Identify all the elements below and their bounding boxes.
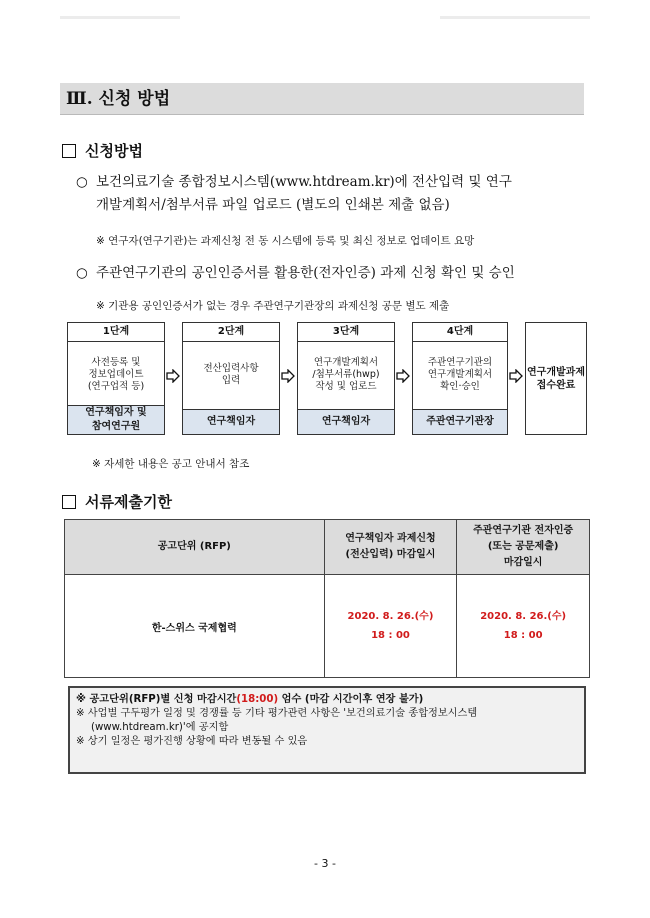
deadline-time: 18 : 00 <box>503 630 543 641</box>
notice-line-1 <box>76 693 578 707</box>
step-1-head: 1단계 <box>68 323 164 342</box>
step-3-head: 3단계 <box>298 323 394 342</box>
col-line: (또는 공문제출) <box>487 541 559 552</box>
step-3-body <box>298 342 394 408</box>
step-1-body-line: (연구업적 등) <box>87 381 145 392</box>
step-1-body-line: 사전등록 및 <box>91 357 141 368</box>
step-2-body-line: 전산입력사항 <box>203 363 259 374</box>
checkbox-icon <box>62 495 76 509</box>
step-1-foot-line: 참여연구원 <box>91 421 141 432</box>
apply-note-2: ※ 기관용 공인인증서가 없는 경우 주관연구기관장의 과제신청 공문 별도 제출 <box>96 300 450 312</box>
step-3-box <box>297 322 395 435</box>
bullet-1-line-2: 개발계획서/첨부서류 파일 업로드 (별도의 인쇄본 제출 없음) <box>96 197 450 213</box>
deadline-date: 2020. 8. 26.(수) <box>347 611 434 622</box>
step-3-foot: 연구책임자 <box>298 409 394 434</box>
notice-line-2: ※ 사업별 구두평가 일정 및 경쟁률 등 기타 평가관련 사항은 '보건의료기술 종합정보시스템 <box>76 708 478 719</box>
step-4-box <box>412 322 508 435</box>
final-step-line: 연구개발과제 <box>527 366 585 378</box>
col-line: (전산입력) 마감일시 <box>345 549 436 560</box>
notice-time-highlight: (18:00) <box>236 694 279 705</box>
researcher-deadline-cell <box>324 575 457 678</box>
circle-bullet-icon: ○ <box>76 265 88 281</box>
notice-box <box>68 686 586 774</box>
step-2-body <box>183 342 279 408</box>
step-3-body-line: 연구개발계획서 <box>313 357 379 368</box>
deadline-time: 18 : 00 <box>371 630 410 641</box>
step-1-foot-line: 연구책임자 및 <box>85 407 147 418</box>
page-number: - 3 - <box>314 857 336 870</box>
col-line: 마감일시 <box>503 557 543 568</box>
step-1-body-line: 정보업데이트 <box>88 369 144 380</box>
header-faint-text <box>60 14 590 22</box>
apply-note-1: ※ 연구자(연구기관)는 과제신청 전 동 시스템에 등록 및 최신 정보로 업데이트 요망 <box>96 235 475 247</box>
step-4-body-line: 연구개발계획서 <box>427 369 493 380</box>
col-institution-deadline <box>457 520 590 575</box>
apply-bullet-2 <box>76 262 515 285</box>
step-3-body-line: 작성 및 업로드 <box>315 381 377 392</box>
table-row <box>65 575 590 678</box>
apply-heading-text: 신청방법 <box>85 142 143 160</box>
section-title: Ⅲ. 신청 방법 <box>60 83 584 115</box>
institution-deadline-cell <box>457 575 590 678</box>
step-2-head: 2단계 <box>183 323 279 342</box>
step-4-body <box>413 342 507 408</box>
arrow-right-icon <box>509 369 523 383</box>
notice-text: 엄수 (마감 시간이후 연장 불가) <box>278 694 424 705</box>
final-step-box <box>525 322 587 435</box>
step-2-foot: 연구책임자 <box>183 409 279 434</box>
notice-line-3: (www.htdream.kr)'에 공지함 <box>91 722 229 733</box>
deadline-date: 2020. 8. 26.(수) <box>480 611 567 622</box>
bullet-1-line-1: 보건의료기술 종합정보시스템(www.htdream.kr)에 전산입력 및 연구 <box>96 174 512 190</box>
circle-bullet-icon: ○ <box>76 174 88 190</box>
notice-line-4: ※ 상기 일정은 평가진행 상황에 따라 변동될 수 있음 <box>76 736 308 747</box>
step-1-body <box>68 342 164 408</box>
step-4-body-line: 주관연구기관의 <box>427 357 493 368</box>
step-1-foot <box>68 405 164 434</box>
notice-text: ※ 공고단위(RFP)별 신청 마감시간 <box>76 694 237 705</box>
deadline-heading <box>62 491 172 512</box>
deadline-table <box>64 519 590 678</box>
step-2-box <box>182 322 280 435</box>
apply-heading <box>62 140 143 161</box>
arrow-right-icon <box>396 369 410 383</box>
deadline-heading-text: 서류제출기한 <box>85 493 172 511</box>
arrow-right-icon <box>166 369 180 383</box>
col-line: 연구책임자 과제신청 <box>345 533 436 544</box>
col-researcher-deadline <box>324 520 457 575</box>
arrow-right-icon <box>281 369 295 383</box>
rfp-name: 한-스위스 국제협력 <box>65 575 325 678</box>
step-4-head: 4단계 <box>413 323 507 342</box>
step-4-body-line: 확인·승인 <box>440 381 480 392</box>
apply-bullet-1 <box>76 171 512 217</box>
step-4-foot: 주관연구기관장 <box>413 409 507 434</box>
flow-note: ※ 자세한 내용은 공고 안내서 참조 <box>92 458 250 470</box>
step-3-body-line: /첨부서류(hwp) <box>312 369 380 380</box>
final-step-line: 접수완료 <box>536 379 576 391</box>
step-1-box <box>67 322 165 435</box>
step-2-body-line: 입력 <box>221 375 241 386</box>
checkbox-icon <box>62 144 76 158</box>
table-header-row <box>65 520 590 575</box>
col-rfp: 공고단위 (RFP) <box>65 520 325 575</box>
bullet-2-line-1: 주관연구기관의 공인인증서를 활용한(전자인증) 과제 신청 확인 및 승인 <box>96 265 515 281</box>
col-line: 주관연구기관 전자인증 <box>473 525 574 536</box>
